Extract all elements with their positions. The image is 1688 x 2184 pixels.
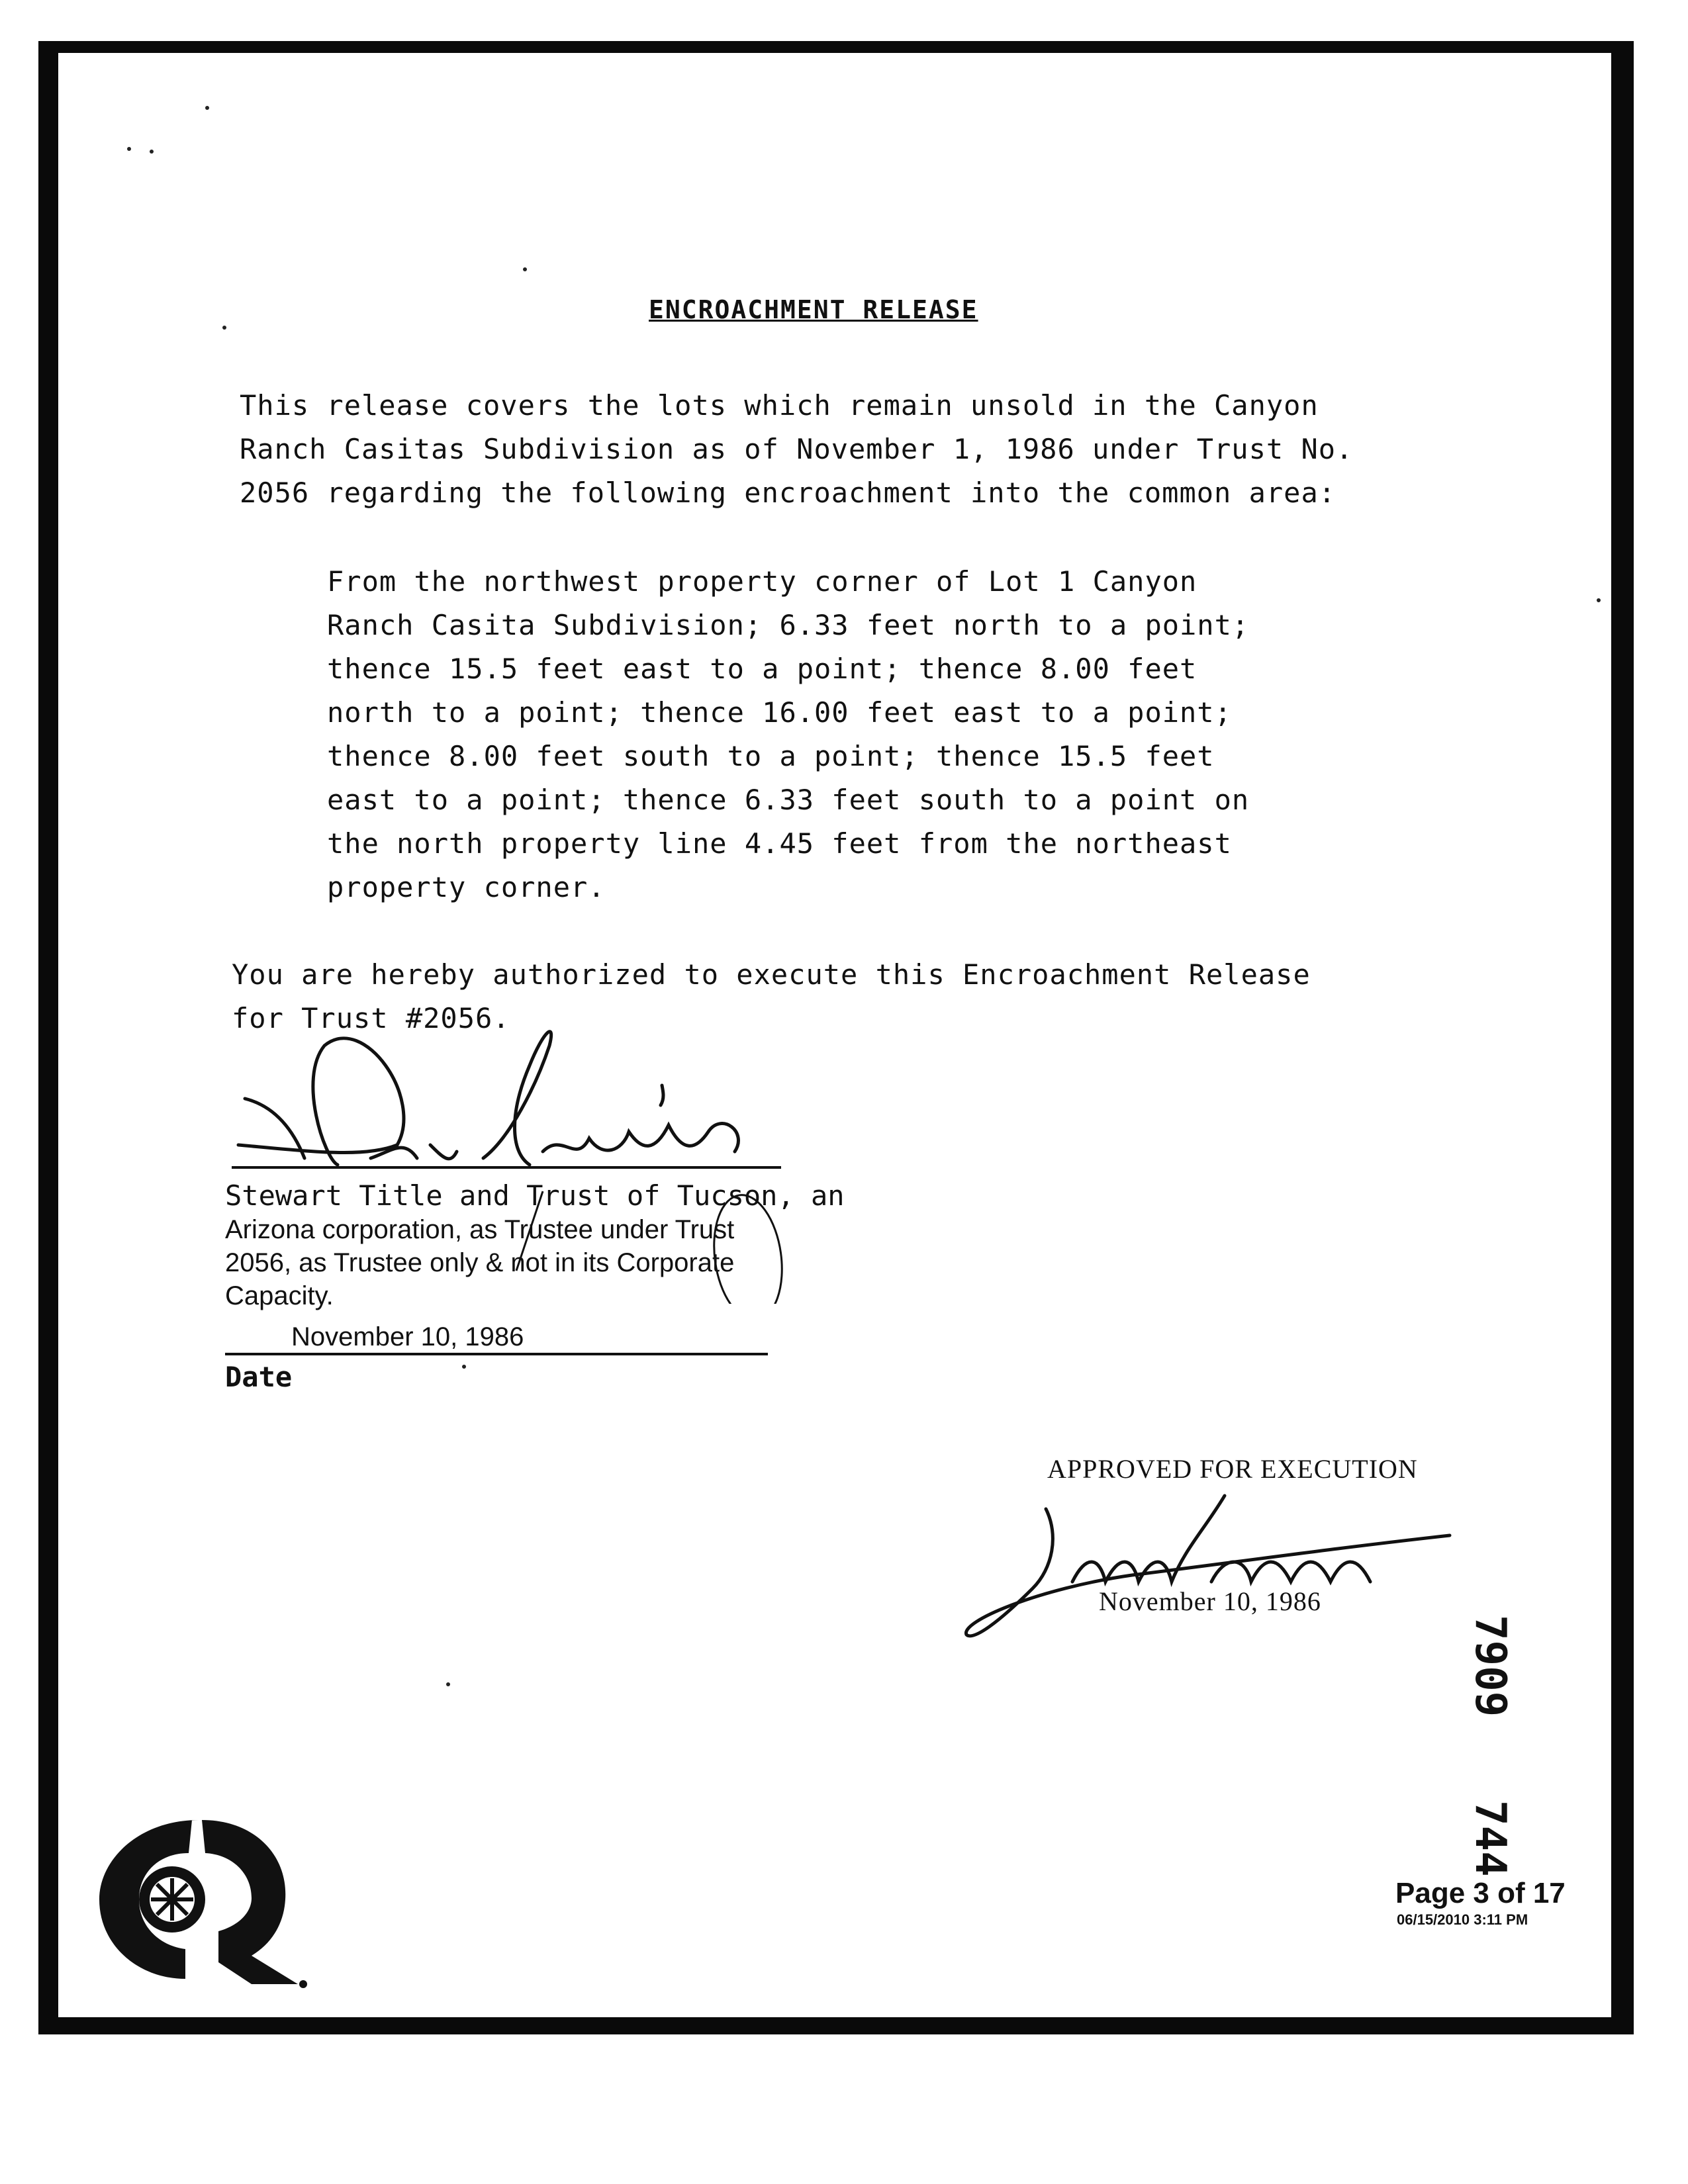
page-number: Page 3 of 17 xyxy=(1395,1877,1566,1909)
signatory-line: Stewart Title and Trust of Tucson, an xyxy=(225,1179,845,1212)
approver-signature xyxy=(960,1482,1463,1655)
description-line: east to a point; thence 6.33 feet south to a point on xyxy=(327,784,1250,816)
description-line: north to a point; thence 16.00 feet east to a point; xyxy=(327,696,1232,729)
date-line xyxy=(225,1353,768,1355)
intro-line: Ranch Casitas Subdivision as of November 1, 1986 under Trust No. xyxy=(240,433,1354,465)
recording-stamp: 7909 xyxy=(1466,1615,1515,1717)
scan-speck xyxy=(462,1365,466,1369)
description-line: the north property line 4.45 feet from the northeast xyxy=(327,827,1232,860)
description-line: From the northwest property corner of Lot 1 Canyon xyxy=(327,565,1197,598)
recording-stamp: 744 xyxy=(1466,1800,1515,1877)
signed-date: November 10, 1986 xyxy=(291,1322,524,1351)
intro-line: 2056 regarding the following encroachment into the common area: xyxy=(240,477,1336,509)
description-line: property corner. xyxy=(327,871,606,903)
date-label: Date xyxy=(225,1361,293,1393)
print-timestamp: 06/15/2010 3:11 PM xyxy=(1397,1911,1528,1928)
scan-speck xyxy=(150,150,154,154)
signatory-line: Capacity. xyxy=(225,1281,334,1310)
description-line: thence 15.5 feet east to a point; thence 8.00 feet xyxy=(327,653,1197,685)
intro-line: This release covers the lots which remain unsold in the Canyon xyxy=(240,389,1319,422)
signatory-line: Arizona corporation, as Trustee under Trust xyxy=(225,1215,735,1244)
description-line: Ranch Casita Subdivision; 6.33 feet north to a point; xyxy=(327,609,1250,641)
scan-speck xyxy=(1597,598,1601,602)
approval-date: November 10, 1986 xyxy=(1099,1586,1321,1616)
document-title: ENCROACHMENT RELEASE xyxy=(649,295,978,324)
scan-speck xyxy=(205,106,209,110)
signature-line xyxy=(232,1166,781,1169)
scan-speck xyxy=(446,1682,450,1686)
signatory-line: 2056, as Trustee only & not in its Corporate xyxy=(225,1248,735,1277)
authorization-line: You are hereby authorized to execute this Encroachment Release xyxy=(232,958,1311,991)
description-line: thence 8.00 feet south to a point; thence 15.5 feet xyxy=(327,740,1215,772)
approval-label: APPROVED FOR EXECUTION xyxy=(1047,1454,1418,1484)
authorization-line: for Trust #2056. xyxy=(232,1002,510,1034)
scan-speck xyxy=(523,267,527,271)
company-logo xyxy=(93,1813,318,1992)
scan-speck xyxy=(222,326,226,330)
scan-speck xyxy=(127,147,131,151)
